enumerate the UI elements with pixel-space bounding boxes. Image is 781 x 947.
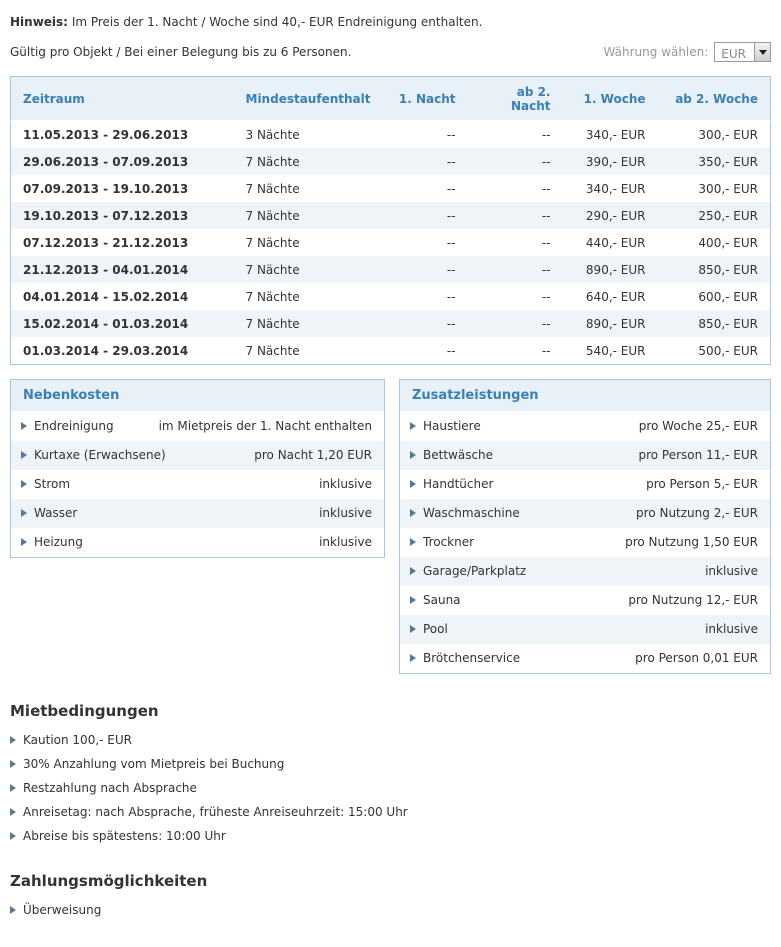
cell-1-woche: 290,- EUR	[585, 209, 646, 223]
cell-ab-2-nacht: --	[541, 128, 551, 142]
arrow-right-icon	[21, 480, 27, 488]
currency-label: Währung wählen:	[603, 45, 709, 59]
cell-ab-2-woche: 850,- EUR	[698, 317, 758, 331]
nebenkosten-box	[10, 379, 385, 558]
table-row	[11, 202, 771, 229]
list-item	[11, 470, 384, 499]
item-value: im Mietpreis der 1. Nacht enthalten	[158, 419, 372, 433]
list-item	[10, 757, 771, 772]
item-value: pro Person 11,- EUR	[638, 448, 758, 462]
cell-ab-2-nacht: --	[541, 344, 551, 358]
cell-1-woche: 540,- EUR	[585, 344, 646, 358]
cell-zeitraum: 15.02.2014 - 01.03.2014	[23, 317, 189, 331]
list-item	[400, 412, 770, 441]
col-zeitraum: Zeitraum	[11, 77, 236, 121]
cell-zeitraum: 29.06.2013 - 07.09.2013	[23, 155, 189, 169]
cell-1-nacht: --	[446, 209, 456, 223]
cell-ab-2-woche: 250,- EUR	[698, 209, 758, 223]
item-label: Endreinigung	[34, 419, 114, 433]
list-item	[10, 733, 771, 748]
cell-zeitraum: 19.10.2013 - 07.12.2013	[23, 209, 189, 223]
cell-mindestaufenthalt: 7 Nächte	[245, 263, 300, 277]
list-item	[10, 829, 771, 844]
cell-1-woche: 640,- EUR	[585, 290, 646, 304]
currency-picker	[604, 42, 771, 62]
validity-row	[10, 42, 771, 62]
col-1-nacht: 1. Nacht	[386, 77, 466, 121]
table-row	[11, 121, 771, 149]
price-table-header	[11, 77, 771, 121]
item-value: pro Nutzung 1,50 EUR	[625, 535, 758, 549]
item-value: pro Person 5,- EUR	[646, 477, 758, 491]
arrow-right-icon	[410, 451, 416, 459]
cell-1-woche: 440,- EUR	[585, 236, 646, 250]
cell-mindestaufenthalt: 7 Nächte	[245, 155, 300, 169]
item-value: inklusive	[319, 535, 372, 549]
arrow-right-icon	[21, 422, 27, 430]
condition-text: 30% Anzahlung vom Mietpreis bei Buchung	[23, 757, 285, 771]
cost-boxes	[10, 379, 771, 674]
cell-1-nacht: --	[446, 128, 456, 142]
condition-text: Kaution 100,- EUR	[23, 733, 132, 747]
nebenkosten-list	[11, 412, 384, 557]
item-value: pro Nutzung 2,- EUR	[636, 506, 758, 520]
cell-mindestaufenthalt: 7 Nächte	[245, 344, 300, 358]
list-item	[10, 781, 771, 796]
item-label: Strom	[34, 477, 71, 491]
list-item	[400, 528, 770, 557]
mietbedingungen-list	[10, 733, 771, 844]
list-item	[11, 528, 384, 557]
arrow-right-icon	[410, 538, 416, 546]
list-item	[10, 903, 771, 918]
cleaning-notice	[10, 14, 771, 30]
cell-ab-2-nacht: --	[541, 182, 551, 196]
item-value: inklusive	[705, 564, 758, 578]
item-label: Bettwäsche	[423, 448, 494, 462]
zahlungsmoeglichkeiten-title: Zahlungsmöglichkeiten	[10, 872, 208, 890]
arrow-right-icon	[10, 906, 16, 914]
item-label: Haustiere	[423, 419, 481, 433]
cell-1-nacht: --	[446, 263, 456, 277]
cell-mindestaufenthalt: 3 Nächte	[245, 128, 300, 142]
arrow-right-icon	[410, 654, 416, 662]
cell-mindestaufenthalt: 7 Nächte	[245, 236, 300, 250]
list-item	[400, 441, 770, 470]
cell-ab-2-nacht: --	[541, 209, 551, 223]
nebenkosten-title: Nebenkosten	[11, 380, 384, 412]
cell-mindestaufenthalt: 7 Nächte	[245, 209, 300, 223]
price-table	[10, 76, 771, 365]
col-ab-2-woche: ab 2. Woche	[656, 77, 771, 121]
item-label: Trockner	[423, 535, 475, 549]
table-row	[11, 256, 771, 283]
cell-1-woche: 340,- EUR	[585, 128, 646, 142]
col-ab-2-nacht: ab 2. Nacht	[466, 77, 561, 121]
currency-selected-value: EUR	[721, 47, 746, 61]
arrow-right-icon	[10, 736, 16, 744]
list-item	[400, 499, 770, 528]
arrow-right-icon	[410, 422, 416, 430]
list-item	[400, 586, 770, 615]
item-label: Waschmaschine	[423, 506, 520, 520]
cell-zeitraum: 04.01.2014 - 15.02.2014	[23, 290, 189, 304]
cell-1-nacht: --	[446, 290, 456, 304]
list-item	[400, 615, 770, 644]
arrow-right-icon	[21, 451, 27, 459]
arrow-right-icon	[10, 760, 16, 768]
arrow-right-icon	[10, 808, 16, 816]
condition-text: Restzahlung nach Absprache	[23, 781, 197, 795]
cell-ab-2-woche: 300,- EUR	[698, 128, 758, 142]
table-row	[11, 283, 771, 310]
condition-text: Anreisetag: nach Absprache, früheste Anreiseuhrzeit: 15:00 Uhr	[23, 805, 408, 819]
item-value: pro Nacht 1,20 EUR	[254, 448, 372, 462]
cell-1-woche: 890,- EUR	[585, 263, 646, 277]
table-row	[11, 229, 771, 256]
list-item	[10, 805, 771, 820]
currency-select-arrow-button[interactable]	[754, 43, 770, 61]
cell-ab-2-woche: 850,- EUR	[698, 263, 758, 277]
cell-ab-2-woche: 400,- EUR	[698, 236, 758, 250]
zusatzleistungen-list	[400, 412, 770, 673]
list-item	[11, 412, 384, 441]
mietbedingungen-title: Mietbedingungen	[10, 702, 159, 720]
cell-zeitraum: 01.03.2014 - 29.03.2014	[23, 344, 189, 358]
list-item	[400, 644, 770, 673]
cell-1-nacht: --	[446, 317, 456, 331]
cell-ab-2-woche: 300,- EUR	[698, 182, 758, 196]
cell-ab-2-nacht: --	[541, 290, 551, 304]
cell-1-woche: 390,- EUR	[585, 155, 646, 169]
table-row	[11, 148, 771, 175]
cell-1-nacht: --	[446, 236, 456, 250]
cell-1-nacht: --	[446, 182, 456, 196]
cell-mindestaufenthalt: 7 Nächte	[245, 182, 300, 196]
list-item	[400, 557, 770, 586]
cell-ab-2-nacht: --	[541, 317, 551, 331]
table-row	[11, 310, 771, 337]
payment-method-text: Überweisung	[23, 903, 102, 917]
cell-ab-2-nacht: --	[541, 263, 551, 277]
item-label: Handtücher	[423, 477, 494, 491]
condition-text: Abreise bis spätestens: 10:00 Uhr	[23, 829, 226, 843]
chevron-down-icon	[759, 50, 767, 55]
cell-1-nacht: --	[446, 155, 456, 169]
arrow-right-icon	[410, 625, 416, 633]
table-row	[11, 337, 771, 365]
arrow-right-icon	[21, 509, 27, 517]
currency-select[interactable]	[714, 42, 771, 62]
list-item	[11, 499, 384, 528]
item-label: Wasser	[34, 506, 78, 520]
item-label: Heizung	[34, 535, 83, 549]
cell-ab-2-nacht: --	[541, 155, 551, 169]
list-item	[11, 441, 384, 470]
validity-text: Gültig pro Objekt / Bei einer Belegung bis zu 6 Personen.	[10, 45, 352, 59]
cell-1-nacht: --	[446, 344, 456, 358]
arrow-right-icon	[410, 596, 416, 604]
item-label: Garage/Parkplatz	[423, 564, 527, 578]
cell-mindestaufenthalt: 7 Nächte	[245, 317, 300, 331]
notice-label: Hinweis:	[10, 15, 68, 29]
item-value: inklusive	[705, 622, 758, 636]
zusatzleistungen-title: Zusatzleistungen	[400, 380, 770, 412]
cell-zeitraum: 21.12.2013 - 04.01.2014	[23, 263, 189, 277]
cell-ab-2-woche: 350,- EUR	[698, 155, 758, 169]
arrow-right-icon	[410, 509, 416, 517]
zahlungsmoeglichkeiten-list	[10, 903, 771, 918]
item-value: pro Nutzung 12,- EUR	[628, 593, 758, 607]
item-label: Sauna	[423, 593, 461, 607]
cell-ab-2-woche: 500,- EUR	[698, 344, 758, 358]
item-label: Kurtaxe (Erwachsene)	[34, 448, 166, 462]
cell-1-woche: 890,- EUR	[585, 317, 646, 331]
item-value: pro Woche 25,- EUR	[638, 419, 758, 433]
item-value: inklusive	[319, 506, 372, 520]
arrow-right-icon	[410, 480, 416, 488]
list-item	[400, 470, 770, 499]
arrow-right-icon	[410, 567, 416, 575]
col-1-woche: 1. Woche	[561, 77, 656, 121]
cell-zeitraum: 07.12.2013 - 21.12.2013	[23, 236, 189, 250]
col-mindestaufenthalt: Mindestaufenthalt	[236, 77, 386, 121]
cell-1-woche: 340,- EUR	[585, 182, 646, 196]
arrow-right-icon	[10, 784, 16, 792]
zusatzleistungen-box	[399, 379, 771, 674]
cell-mindestaufenthalt: 7 Nächte	[245, 290, 300, 304]
item-label: Brötchenservice	[423, 651, 521, 665]
cell-ab-2-nacht: --	[541, 236, 551, 250]
arrow-right-icon	[10, 832, 16, 840]
item-value: inklusive	[319, 477, 372, 491]
cell-zeitraum: 11.05.2013 - 29.06.2013	[23, 128, 189, 142]
item-label: Pool	[423, 622, 448, 636]
notice-text: Im Preis der 1. Nacht / Woche sind 40,- EUR Endreinigung enthalten.	[71, 15, 483, 29]
arrow-right-icon	[21, 538, 27, 546]
cell-ab-2-woche: 600,- EUR	[698, 290, 758, 304]
cell-zeitraum: 07.09.2013 - 19.10.2013	[23, 182, 189, 196]
table-row	[11, 175, 771, 202]
item-value: pro Person 0,01 EUR	[635, 651, 758, 665]
